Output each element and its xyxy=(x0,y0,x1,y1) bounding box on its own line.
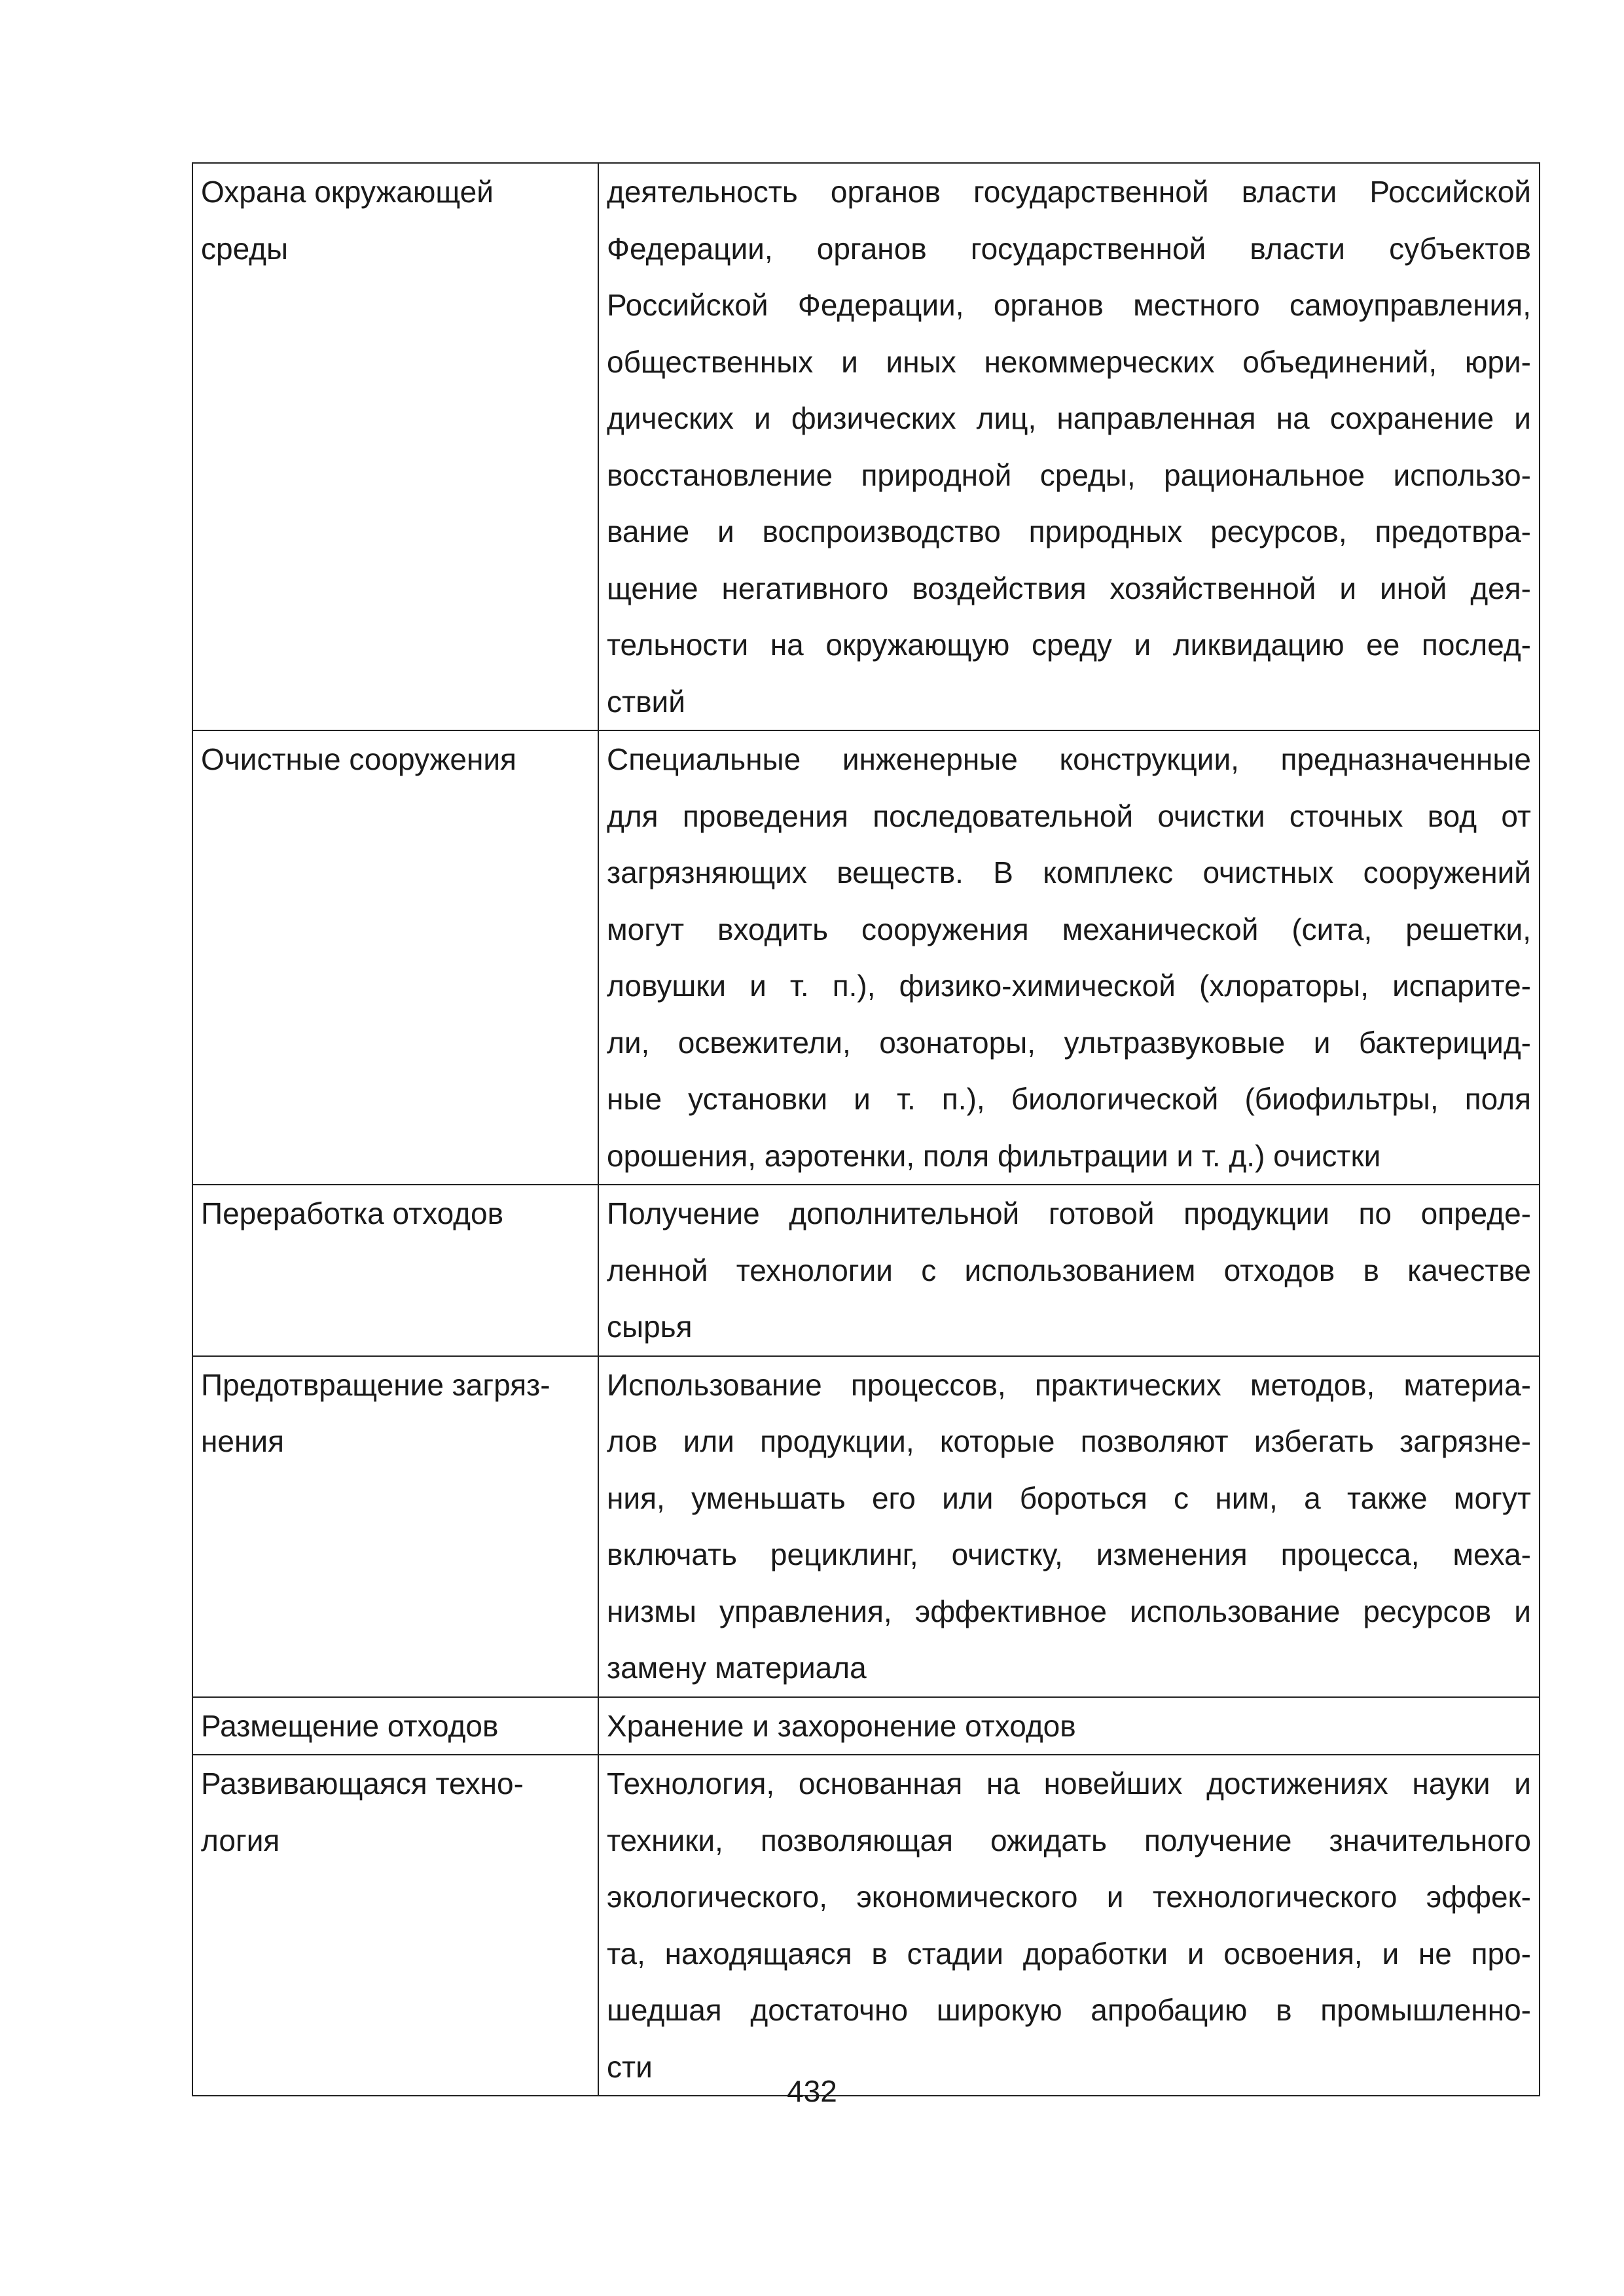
definition-line: Российской Федерации, органов местного самоуправления, xyxy=(607,288,1531,322)
term-cell xyxy=(192,1755,598,2096)
table-row xyxy=(192,1697,1540,1755)
term-line: Размещение отходов xyxy=(201,1708,499,1743)
definition-line: деятельность органов государственной власти Российской xyxy=(607,175,1531,209)
definition-line: для проведения последовательной очистки сточных вод от xyxy=(607,798,1531,833)
term-line: Охрана окружающей xyxy=(201,175,494,209)
term-line: нения xyxy=(201,1424,284,1458)
definition-line: техники, позволяющая ожидать получение значительного xyxy=(607,1823,1531,1857)
definition-line: тельности на окружающую среду и ликвидацию ее послед- xyxy=(607,628,1531,662)
term-cell xyxy=(192,1356,598,1697)
definition-line: Получение дополнительной готовой продукции по опреде- xyxy=(607,1196,1531,1230)
glossary-table-body xyxy=(192,163,1540,2096)
definition-cell xyxy=(598,1755,1540,2096)
definition-line: общественных и иных некоммерческих объединений, юри- xyxy=(607,344,1531,379)
definition-line: шедшая достаточно широкую апробацию в промышленно- xyxy=(607,1993,1531,2027)
definition-line: ли, освежители, озонаторы, ультразвуковые и бактерицид- xyxy=(607,1025,1531,1060)
definition-line: ленной технологии с использованием отходов в качестве xyxy=(607,1253,1531,1287)
definition-cell xyxy=(598,1697,1540,1755)
definition-line: щение негативного воздействия хозяйственной и иной дея- xyxy=(607,571,1531,605)
definition-line: Хранение и захоронение отходов xyxy=(607,1708,1076,1743)
definition-line: восстановление природной среды, рациональное использо- xyxy=(607,457,1531,492)
definition-line: орошения, аэротенки, поля фильтрации и т. д.) очистки xyxy=(607,1138,1381,1173)
table-row xyxy=(192,1755,1540,2096)
definition-line: ловушки и т. п.), физико-химической (хлораторы, испарите- xyxy=(607,969,1531,1003)
table-row xyxy=(192,163,1540,730)
term-cell xyxy=(192,730,598,1185)
table-row xyxy=(192,730,1540,1185)
definition-line: Федерации, органов государственной власти субъектов xyxy=(607,231,1531,266)
definition-line: сти xyxy=(607,2049,653,2084)
definition-line: сырья xyxy=(607,1310,693,1344)
term-line: Очистные сооружения xyxy=(201,742,516,776)
definition-cell xyxy=(598,1356,1540,1697)
term-line: Развивающаяся техно- xyxy=(201,1767,524,1801)
term-cell xyxy=(192,1697,598,1755)
term-cell xyxy=(192,163,598,730)
definition-line: Использование процессов, практических методов, материа- xyxy=(607,1367,1531,1402)
term-line: среды xyxy=(201,231,289,266)
term-cell xyxy=(192,1185,598,1356)
table-row xyxy=(192,1356,1540,1697)
definition-line: включать рециклинг, очистку, изменения процесса, меха- xyxy=(607,1537,1531,1571)
definition-cell xyxy=(598,163,1540,730)
table-row xyxy=(192,1185,1540,1356)
definition-line: загрязняющих веществ. В комплекс очистных сооружений xyxy=(607,855,1531,889)
definition-cell xyxy=(598,730,1540,1185)
definition-line: могут входить сооружения механической (сита, решетки, xyxy=(607,912,1531,946)
definition-cell xyxy=(598,1185,1540,1356)
definition-line: Технология, основанная на новейших достижениях науки и xyxy=(607,1767,1531,1801)
definition-line: Специальные инженерные конструкции, предназначенные xyxy=(607,742,1531,776)
term-line: Предотвращение загряз- xyxy=(201,1367,550,1402)
definition-line: ния, уменьшать его или бороться с ним, а также могут xyxy=(607,1480,1531,1515)
definition-line: ствий xyxy=(607,684,685,719)
definition-line: низмы управления, эффективное использование ресурсов и xyxy=(607,1594,1531,1628)
page-number: 432 xyxy=(787,2074,837,2108)
glossary-table xyxy=(192,162,1540,2096)
definition-line: лов или продукции, которые позволяют избегать загрязне- xyxy=(607,1424,1531,1458)
definition-line: дических и физических лиц, направленная на сохранение и xyxy=(607,401,1531,435)
term-line: логия xyxy=(201,1823,280,1857)
definition-line: замену материала xyxy=(607,1651,867,1685)
definition-line: вание и воспроизводство природных ресурсов, предотвра- xyxy=(607,514,1531,548)
definition-line: та, находящаяся в стадии доработки и освоения, и не про- xyxy=(607,1936,1531,1971)
definition-line: экологического, экономического и технологического эффек- xyxy=(607,1880,1531,1914)
term-line: Переработка отходов xyxy=(201,1196,504,1230)
definition-line: ные установки и т. п.), биологической (биофильтры, поля xyxy=(607,1082,1531,1116)
